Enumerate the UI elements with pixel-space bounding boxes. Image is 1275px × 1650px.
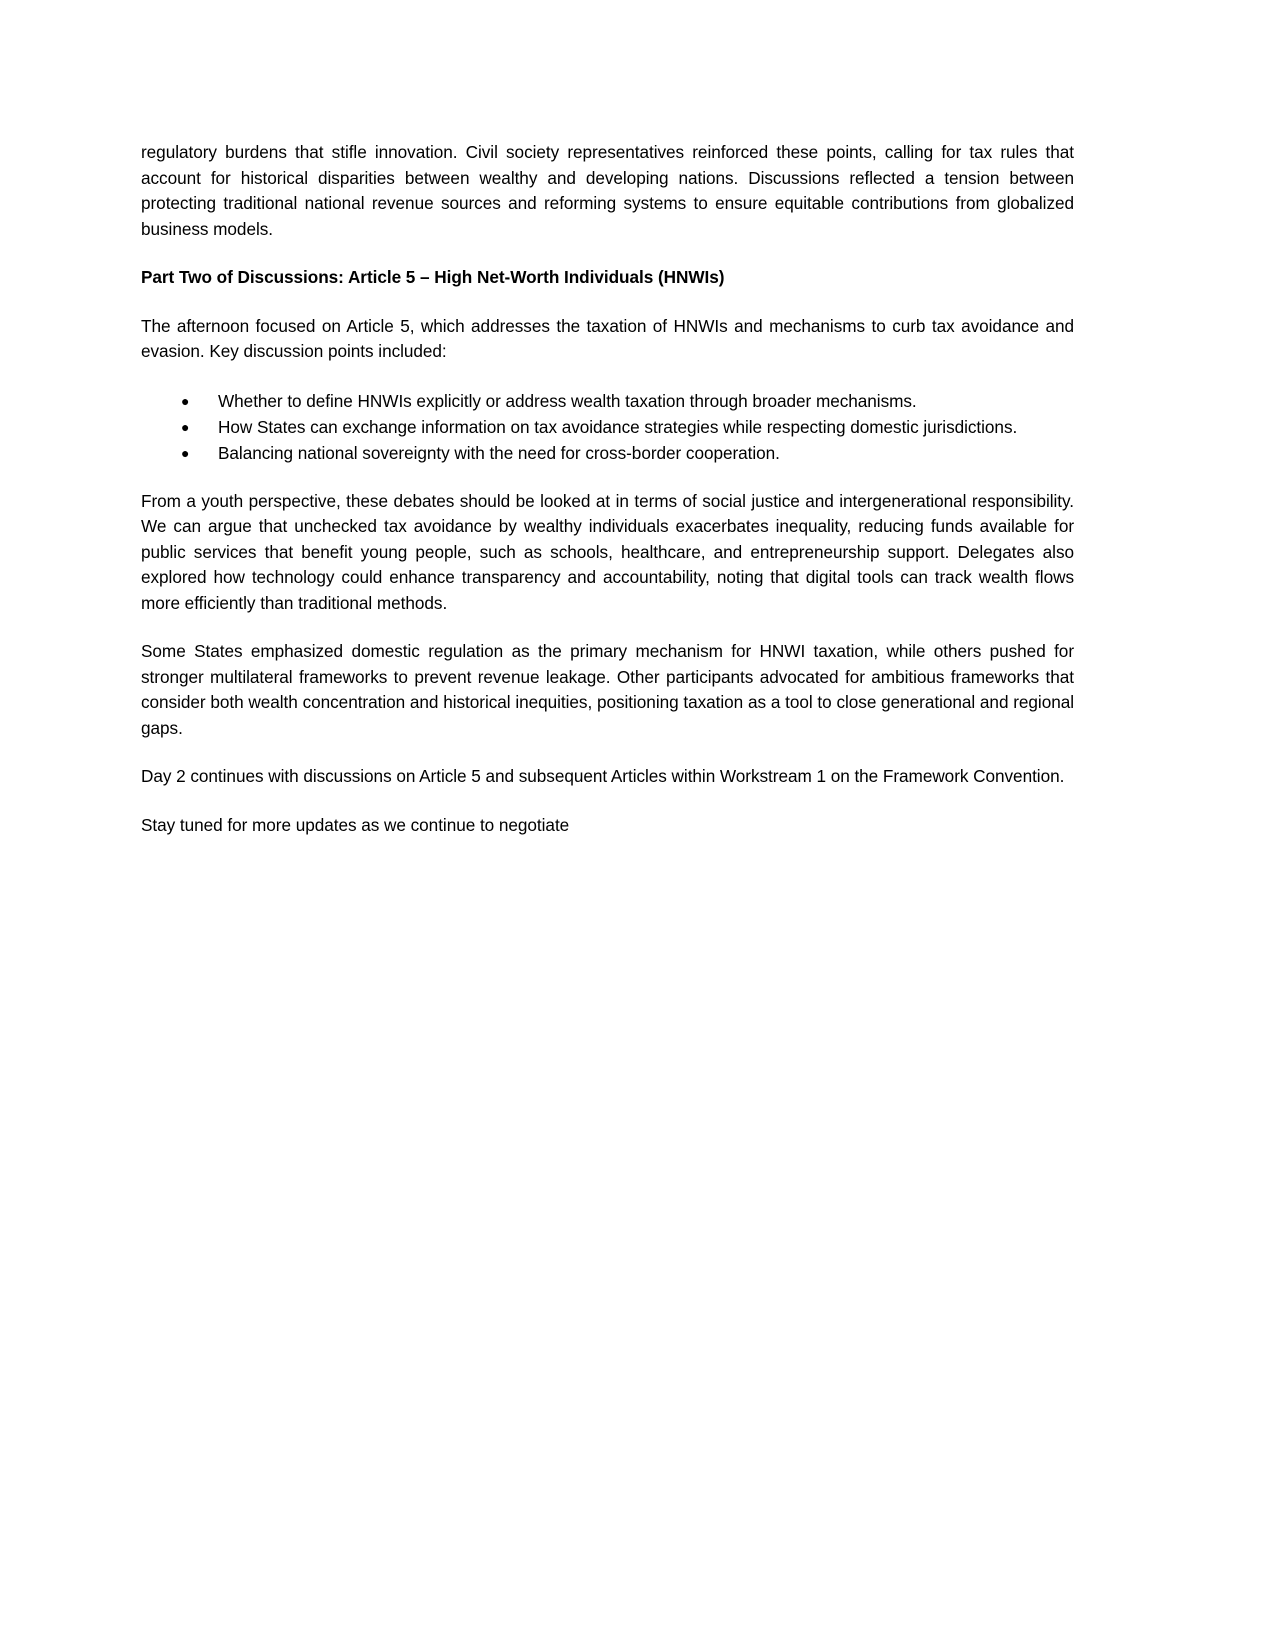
discussion-points-list [141,388,1074,466]
bullet-icon: ● [181,392,190,409]
paragraph-youth-perspective: From a youth perspective, these debates should be looked at in terms of social justice and intergenerational responsibility. We can argue that unchecked tax avoidance by wealthy individuals exacerbates inequality, reducing funds available for public services that benefit young people, such as schools, healthcare, and entrepreneurship support. Delegates also explored how technology could enhance transparency and accountability, noting that digital tools can track wealth flows more efficiently than traditional methods. [141,490,1074,613]
list-item [141,388,1074,414]
list-item-label: How States can exchange information on tax avoidance strategies while respecting domestic jurisdictions. [218,416,1018,437]
list-item-label: Whether to define HNWIs explicitly or address wealth taxation through broader mechanisms. [218,390,917,411]
list-item [141,440,1074,466]
paragraph-article5-intro: The afternoon focused on Article 5, which addresses the taxation of HNWIs and mechanisms to curb tax avoidance and evasion. Key discussion points included: [141,315,1074,361]
paragraph-intro-continuation: regulatory burdens that stifle innovation. Civil society representatives reinforced these points, calling for tax rules that account for historical disparities between wealthy and developing nations. Discussions reflected a tension between protecting traditional national revenue sources and reforming systems to ensure equitable contributions from globalized business models. [141,142,1074,239]
bullet-icon: ● [181,418,190,435]
paragraph-state-positions: Some States emphasized domestic regulation as the primary mechanism for HNWI taxation, while others pushed for stronger multilateral frameworks to prevent revenue leakage. Other participants advocated for ambitious frameworks that consider both wealth concentration and historical inequities, positioning taxation as a tool to close generational and regional gaps. [141,641,1074,738]
bullet-icon: ● [181,444,190,461]
paragraph-closing: Stay tuned for more updates as we continue to negotiate [141,814,570,835]
document-body [141,140,1074,838]
list-item [141,414,1074,440]
list-item-label: Balancing national sovereignty with the need for cross-border cooperation. [218,442,780,463]
paragraph-day2-note: Day 2 continues with discussions on Article 5 and subsequent Articles within Workstream 1 on the Framework Convention. [141,766,1065,786]
heading-part-two: Part Two of Discussions: Article 5 – High Net-Worth Individuals (HNWIs) [141,267,725,287]
